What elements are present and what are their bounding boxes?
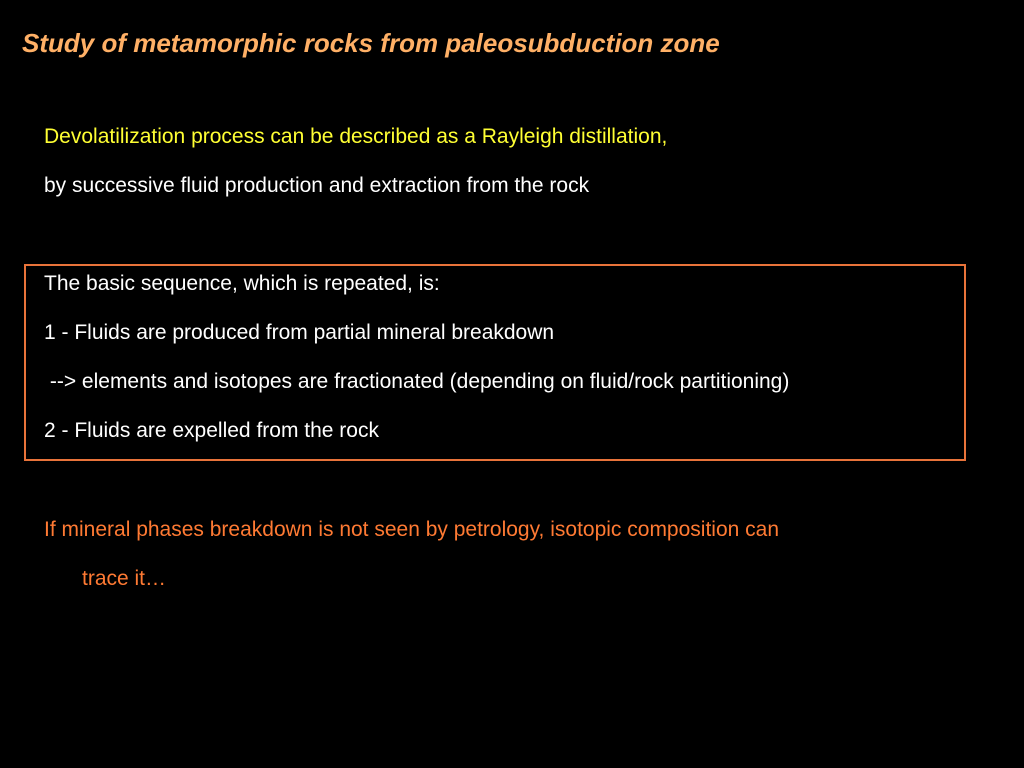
intro-line-1: Devolatilization process can be described as a Rayleigh distillation, <box>44 125 668 148</box>
sequence-step-1: 1 - Fluids are produced from partial mineral breakdown <box>44 321 555 344</box>
conclusion-line-2: trace it… <box>82 567 167 590</box>
sequence-step-1-detail: --> elements and isotopes are fractionated (depending on fluid/rock partitioning) <box>44 370 790 393</box>
sequence-step-2: 2 - Fluids are expelled from the rock <box>44 419 379 442</box>
intro-line-2: by successive fluid production and extraction from the rock <box>44 174 590 197</box>
conclusion-line-1: If mineral phases breakdown is not seen by petrology, isotopic composition can <box>44 518 780 541</box>
slide-title: Study of metamorphic rocks from paleosubduction zone <box>22 28 720 58</box>
sequence-heading: The basic sequence, which is repeated, is: <box>44 272 440 295</box>
